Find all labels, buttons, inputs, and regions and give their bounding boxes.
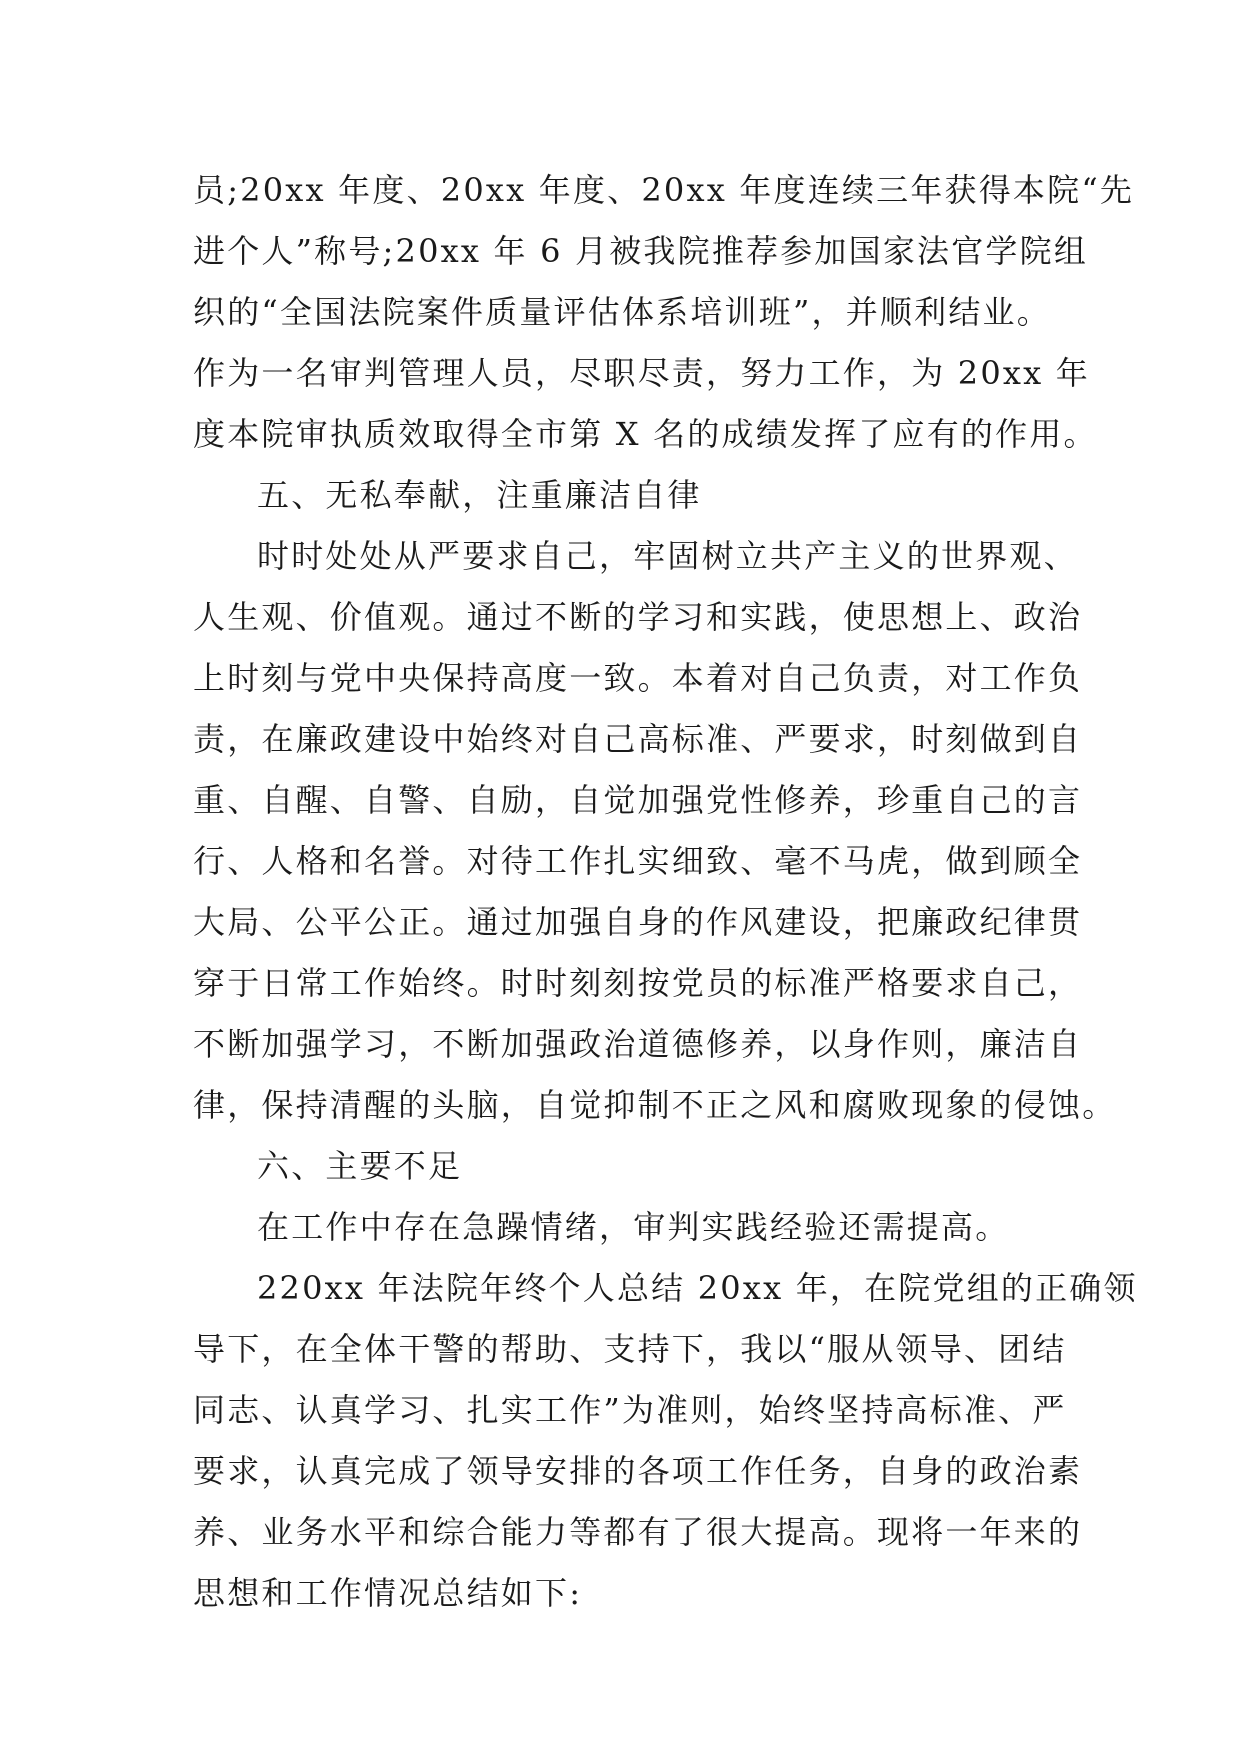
text-line: 穿于日常工作始终。时时刻刻按党员的标准严格要求自己， (193, 964, 1083, 1002)
text-line: 导下，在全体干警的帮助、支持下，我以“服从领导、团结 (193, 1330, 1067, 1368)
section-heading-6: 六、主要不足 (257, 1147, 463, 1185)
text-line: 思想和工作情况总结如下: (193, 1574, 583, 1612)
text-line: 度本院审执质效取得全市第 X 名的成绩发挥了应有的作用。 (193, 415, 1098, 453)
document-body (193, 160, 1138, 1624)
text-line: 行、人格和名誉。对待工作扎实细致、毫不马虎，做到顾全 (193, 842, 1083, 880)
text-line: 重、自醒、自警、自励，自觉加强党性修养，珍重自己的言 (193, 781, 1083, 819)
paragraph-start: 220xx 年法院年终个人总结 20xx 年，在院党组的正确领 (257, 1269, 1138, 1307)
paragraph-start: 时时处处从严要求自己，牢固树立共产主义的世界观、 (257, 537, 1078, 575)
section-heading-5: 五、无私奉献，注重廉洁自律 (257, 476, 702, 514)
text-line: 作为一名审判管理人员，尽职尽责，努力工作，为 20xx 年 (193, 354, 1090, 392)
text-line: 要求，认真完成了领导安排的各项工作任务，自身的政治素 (193, 1452, 1083, 1490)
text-line: 不断加强学习，不断加强政治道德修养，以身作则，廉洁自 (193, 1025, 1083, 1063)
text-line: 大局、公平公正。通过加强自身的作风建设，把廉政纪律贯 (193, 903, 1083, 941)
text-line: 同志、认真学习、扎实工作”为准则，始终坚持高标准、严 (193, 1391, 1067, 1429)
text-line: 人生观、价值观。通过不断的学习和实践，使思想上、政治 (193, 598, 1083, 636)
text-line: 织的“全国法院案件质量评估体系培训班”，并顺利结业。 (193, 293, 1051, 331)
text-line: 上时刻与党中央保持高度一致。本着对自己负责，对工作负 (193, 659, 1083, 697)
paragraph-start: 在工作中存在急躁情绪，审判实践经验还需提高。 (257, 1208, 1010, 1246)
text-line: 养、业务水平和综合能力等都有了很大提高。现将一年来的 (193, 1513, 1083, 1551)
text-line: 律，保持清醒的头脑，自觉抑制不正之风和腐败现象的侵蚀。 (193, 1086, 1117, 1124)
text-line: 进个人”称号;20xx 年 6 月被我院推荐参加国家法官学院组 (193, 232, 1089, 270)
text-line: 员;20xx 年度、20xx 年度、20xx 年度连续三年获得本院“先 (193, 171, 1135, 209)
text-line: 责，在廉政建设中始终对自己高标准、严要求，时刻做到自 (193, 720, 1083, 758)
